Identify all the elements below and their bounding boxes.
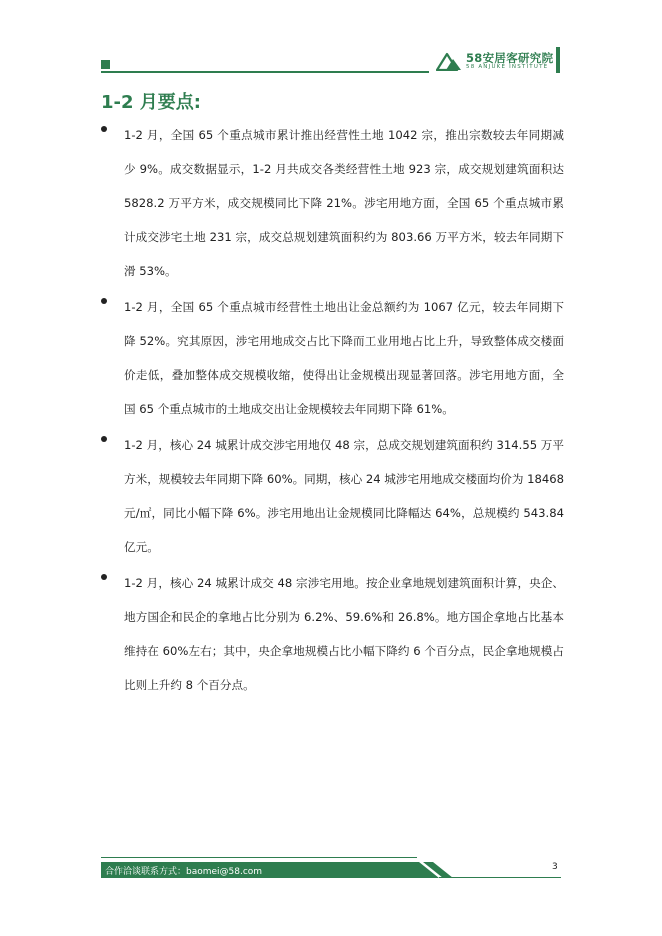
page-number: 3 — [552, 862, 558, 872]
bullet-item — [101, 118, 564, 288]
bullet-text: 1-2 月，核心 24 城累计成交涉宅用地仅 48 宗，总成交规划建筑面积约 314.55 万平方米，规模较去年同期下降 60%。同期，核心 24 城涉宅用地成交楼面均价为 18468 元/㎡，同比小幅下降 6%。涉宅用地出让金规模同比降幅达 64%，总规模约 543.84 亿元。 — [124, 438, 564, 554]
bullet-text: 1-2 月，全国 65 个重点城市累计推出经营性土地 1042 宗，推出宗数较去年同期减少 9%。成交数据显示，1-2 月共成交各类经营性土地 923 宗，成交规划建筑面积达 5828.2 万平方米，成交规模同比下降 21%。涉宅用地方面，全国 65 个重点城市累计成交涉宅土地 231 宗，成交总规划建筑面积约为 803.66 万平方米，较去年同期下滑 53%。 — [124, 128, 564, 278]
footer-contact: 合作洽谈联系方式：baomei@58.com — [105, 867, 263, 877]
bullet-dot-icon — [101, 436, 107, 442]
bullet-dot-icon — [101, 574, 107, 580]
header-divider — [101, 71, 429, 73]
logo-name: 58安居客研究院 — [466, 51, 554, 65]
bullet-text: 1-2 月，全国 65 个重点城市经营性土地出让金总额约为 1067 亿元，较去年同期下降 52%。究其原因，涉宅用地成交占比下降而工业用地占比上升，导致整体成交楼面价走低，叠加整体成交规模收缩，使得出让金规模出现显著回落。涉宅用地方面，全国 65 个重点城市的土地成交出让金规模较去年同期下降 61%。 — [124, 300, 564, 416]
header-square — [101, 60, 110, 69]
logo-subtitle: 58 ANJUKE INSTITUTE — [466, 64, 549, 70]
bullet-text: 1-2 月，核心 24 城累计成交 48 宗涉宅用地。按企业拿地规划建筑面积计算，央企、地方国企和民企的拿地占比分别为 6.2%、59.6%和 26.8%。地方国企拿地占比基本维持在 60%左右；其中，央企拿地规模占比小幅下降约 6 个百分点，民企拿地规模占比则上升约 8 个百分点。 — [124, 576, 564, 692]
bullet-item — [101, 290, 564, 426]
bullet-list — [101, 118, 564, 704]
logo — [436, 49, 552, 75]
bullet-dot-icon — [101, 126, 107, 132]
page-title: 1-2 月要点: — [101, 92, 201, 113]
bullet-item — [101, 428, 564, 564]
bullet-item — [101, 566, 564, 702]
bullet-dot-icon — [101, 298, 107, 304]
header-vertical-bar — [556, 47, 560, 73]
logo-mountain-icon — [436, 51, 462, 71]
